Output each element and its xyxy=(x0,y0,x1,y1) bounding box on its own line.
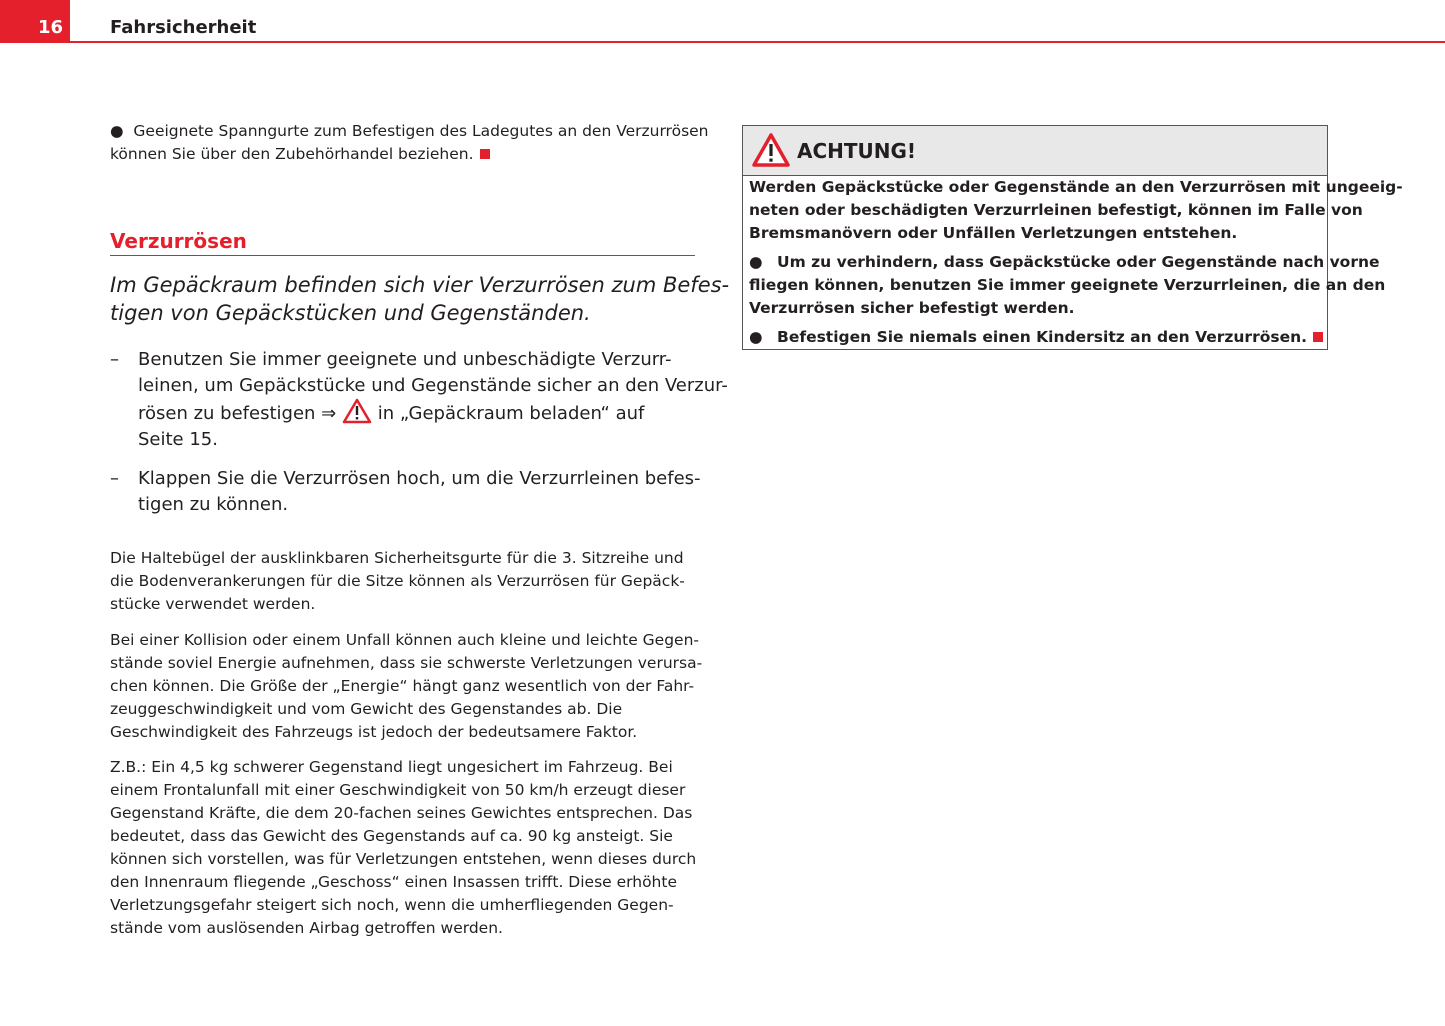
warning-title: ACHTUNG! xyxy=(797,139,917,163)
cross-reference-link[interactable]: in „Gepäckraum beladen“ auf xyxy=(377,403,645,424)
warning-triangle-icon xyxy=(751,132,791,168)
warning-triangle-icon[interactable] xyxy=(342,398,372,424)
end-mark-icon xyxy=(1313,332,1323,342)
warning-box xyxy=(742,125,1403,350)
intro-text: Im Gepäckraum befinden sich vier Verzurrösen zum Befes- tigen von Gepäckstücken und Gegenständen. xyxy=(110,273,730,325)
bullet-icon: ● xyxy=(110,122,124,140)
paragraph-3: Z.B.: Ein 4,5 kg schwerer Gegenstand liegt ungesichert im Fahrzeug. Bei einem Frontalunfall mit einer Geschwindigkeit von 50 km/h erzeugt dieser Gegenstand Kräfte, die dem 20-fachen seines Gewichtes entsprechen. Das bedeutet, dass das Gewicht des Gegenstands auf ca. 90 kg ansteigt. Sie können sich vorstellen, was für Verletzungen entstehen, wenn dieses durch den Innenraum fliegende „Geschoss“ einen Insassen trifft. Diese erhöhte Verletzungsgefahr steigert sich noch, wenn die umherfliegenden Gegen- stände vom auslösenden Airbag getroffen werden. xyxy=(110,758,697,937)
paragraph-2: Bei einer Kollision oder einem Unfall können auch kleine und leichte Gegen- stände soviel Energie aufnehmen, dass sie schwerste Verletzungen verursa- chen können. Die Größe der „Energie“ hängt ganz wesentlich von der Fahr- zeuggeschwindigkeit und vom Gewicht des Gegenstandes ab. Die Geschwindigkeit des Fahrzeugs ist jedoch der bedeutsamere Faktor. xyxy=(110,631,703,741)
warning-header xyxy=(743,126,1327,176)
section-title: Fahrsicherheit xyxy=(110,17,257,38)
section-heading: Verzurrösen xyxy=(110,229,695,256)
header-rule xyxy=(0,41,1445,43)
paragraph-1: Die Haltebügel der ausklinkbaren Sicherheitsgurte für die 3. Sitzreihe und die Bodenverankerungen für die Sitze können als Verzurrösen für Gepäck- stücke verwendet werden. xyxy=(110,549,685,613)
step-1: – Benutzen Sie immer geeignete und unbeschädigte Verzurr- leinen, um Gepäckstücke und Gegenstände sicher an den Verzur- rösen zu befestigen ⇒ in „Gepäckraum beladen“ auf Seite 15. xyxy=(110,349,728,450)
page-number: 16 xyxy=(38,17,64,38)
bullet-icon: ● xyxy=(749,253,763,271)
step-2: – Klappen Sie die Verzurrösen hoch, um die Verzurrleinen befes- tigen zu können. xyxy=(110,468,701,515)
warning-body: Werden Gepäckstücke oder Gegenstände an den Verzurrösen mit ungeeig- neten oder beschädigten Verzurrleinen befestigt, können im Falle von Bremsmanövern oder Unfällen Verletzungen entstehen. ● Um zu verhindern, dass Gepäckstücke oder Gegenstände nach vorne fliegen können, benutzen Sie immer geeignete Verzurrleinen, die an den Verzurrösen sicher befestigt werden. ● Befestigen Sie niemals einen Kindersitz an den Verzurrösen. xyxy=(749,176,1403,349)
bullet-icon: ● xyxy=(749,328,763,346)
end-mark-icon xyxy=(480,149,490,159)
accessory-note: ● Geeignete Spanngurte zum Befestigen des Ladegutes an den Verzurrösen können Sie über den Zubehörhandel beziehen. xyxy=(110,122,709,163)
